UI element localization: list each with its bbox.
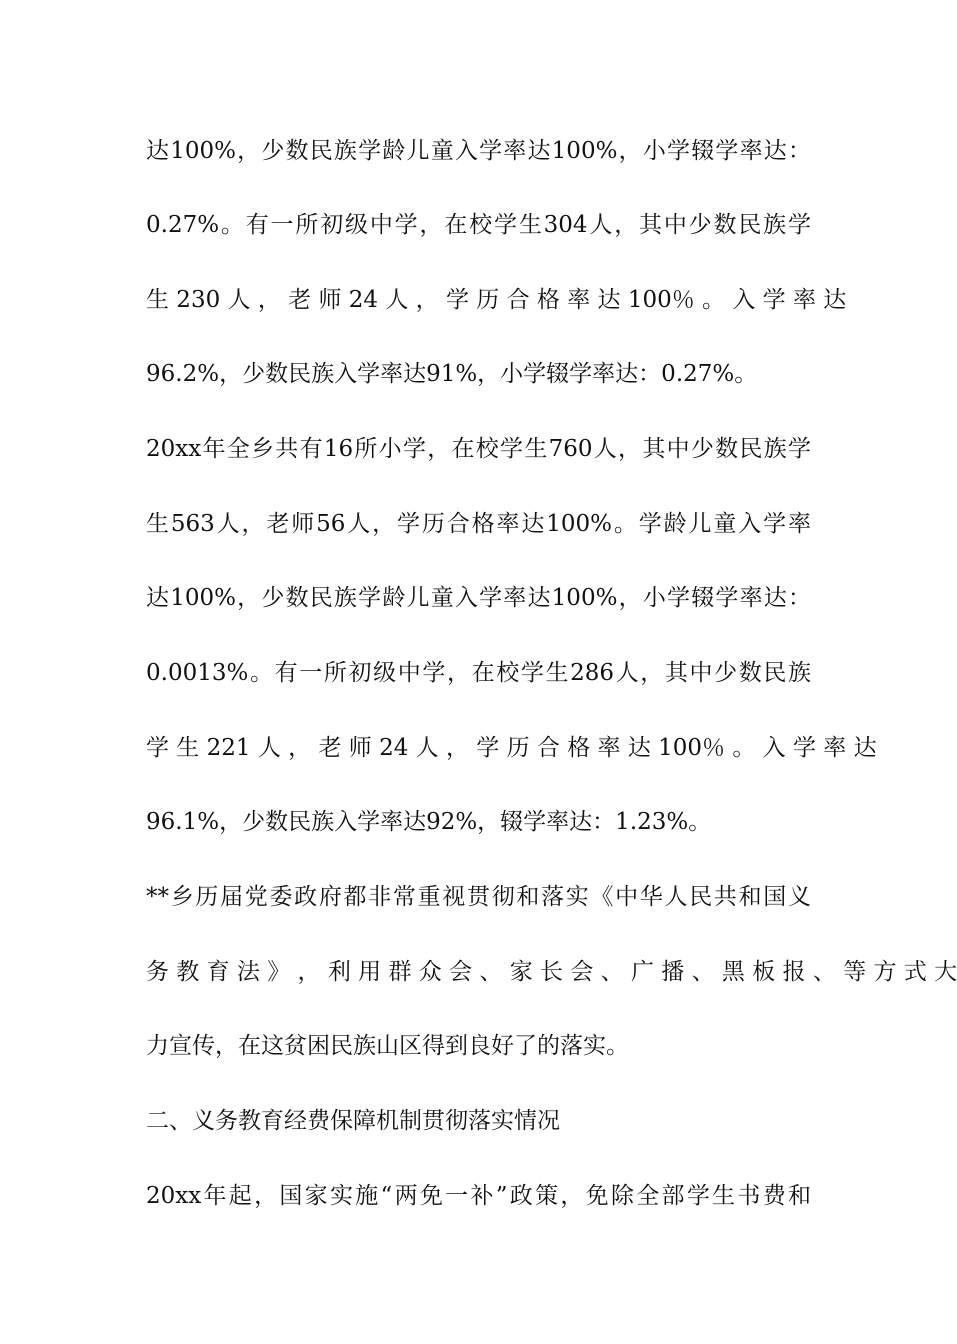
text-line-5: 20xx年全乡共有16所小学，在校学生760人，其中少数民族学 — [146, 436, 811, 462]
text-line-2: 0.27%。有一所初级中学，在校学生304人，其中少数民族学 — [146, 212, 811, 238]
text-line-15: 20xx年起，国家实施“两免一补”政策，免除全部学生书费和 — [146, 1183, 811, 1209]
text-line-1: 达100%，少数民族学龄儿童入学率达100%，小学辍学率达： — [146, 138, 811, 164]
text-line-13: 力宣传，在这贫困民族山区得到良好了的落实。 — [146, 1033, 629, 1059]
text-line-11: **乡历届党委政府都非常重视贯彻和落实《中华人民共和国义 — [146, 884, 811, 910]
text-line-8: 0.0013%。有一所初级中学，在校学生286人，其中少数民族 — [146, 660, 811, 686]
text-line-6: 生563人，老师56人，学历合格率达100%。学龄儿童入学率 — [146, 511, 811, 537]
text-line-3: 生 230 人 ， 老 师 24 人 ， 学 历 合 格 率 达 100％ 。 入 学 率 达 — [146, 287, 847, 313]
text-line-4: 96.2%，少数民族入学率达91%，小学辍学率达：0.27%。 — [146, 361, 758, 387]
text-line-9: 学 生 221 人 ， 老 师 24 人 ， 学 历 合 格 率 达 100％ 。 入 学 率 达 — [146, 735, 877, 761]
text-line-12: 务 教 育 法 》 ， 利 用 群 众 会 、 家 长 会 、 广 播 、 黑 板 报 、 等 方 式 大 — [146, 959, 957, 985]
section-heading: 二、义务教育经费保障机制贯彻落实情况 — [146, 1108, 560, 1134]
text-line-10: 96.1%，少数民族入学率达92%，辍学率达：1.23%。 — [146, 809, 712, 835]
text-line-7: 达100%，少数民族学龄儿童入学率达100%，小学辍学率达： — [146, 585, 811, 611]
